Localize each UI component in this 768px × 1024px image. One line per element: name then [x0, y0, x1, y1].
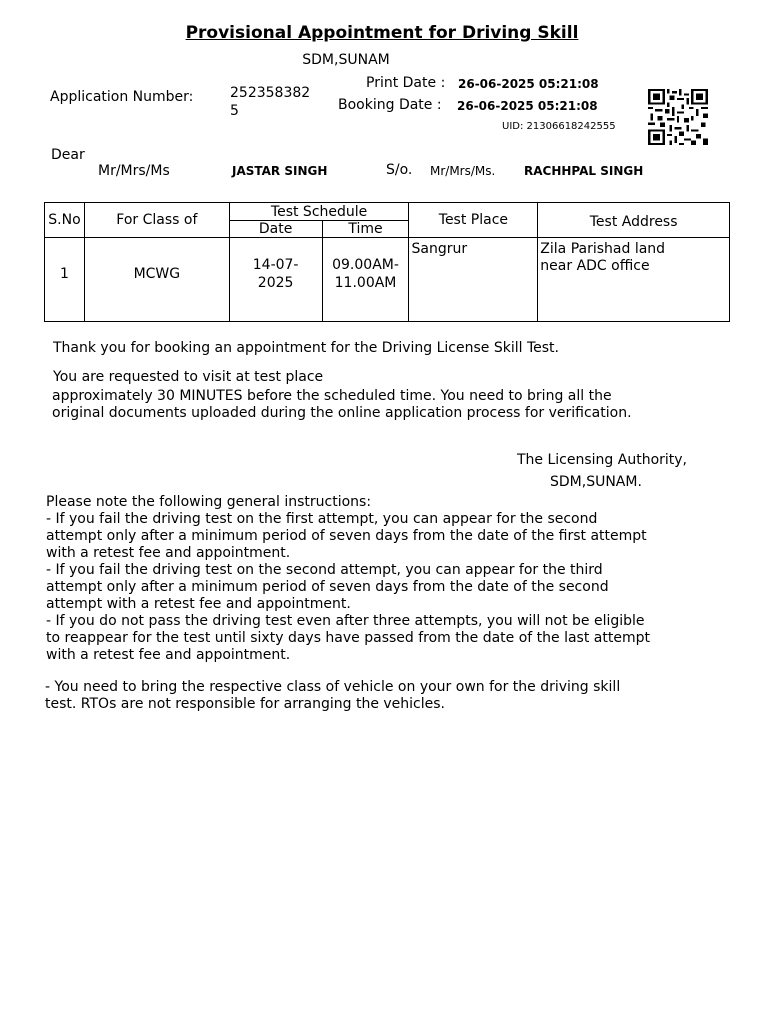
- cell-date: [229, 238, 322, 322]
- header-date: Date: [229, 221, 322, 238]
- cell-sno: 1: [45, 238, 85, 322]
- test-schedule-table: [44, 202, 730, 322]
- instruction-1-line3: with a retest fee and appointment.: [46, 545, 291, 561]
- instruction-1-line1: - If you fail the driving test on the first attempt, you can appear for the second: [46, 511, 598, 527]
- cell-date-line2: 2025: [257, 274, 294, 291]
- authority-line2: SDM,SUNAM.: [550, 474, 642, 490]
- applicant-salutation: Mr/Mrs/Ms: [98, 163, 170, 179]
- page-title: Provisional Appointment for Driving Skill: [185, 23, 579, 43]
- cell-time-line2: 11.00AM: [334, 274, 397, 291]
- parent-salutation: Mr/Mrs/Ms.: [430, 164, 496, 178]
- cell-place: Sangrur: [409, 238, 538, 322]
- print-date-value: 26-06-2025 05:21:08: [458, 77, 599, 91]
- cell-address-line2: near ADC office: [540, 258, 650, 274]
- table-row: [45, 238, 730, 322]
- instruction-3-line1: - If you do not pass the driving test even after three attempts, you will not be eligible: [46, 613, 645, 629]
- cell-time-line1: 09.00AM-: [332, 256, 399, 273]
- cell-class: MCWG: [84, 238, 229, 322]
- qr-code-icon: [648, 89, 708, 145]
- application-number-label: Application Number:: [50, 89, 194, 105]
- booking-date-value: 26-06-2025 05:21:08: [457, 99, 598, 113]
- general-instructions: [46, 494, 746, 664]
- visit-line3: original documents uploaded during the online application process for verification.: [52, 405, 632, 421]
- applicant-name: JASTAR SINGH: [232, 164, 328, 178]
- application-number-line2: 5: [230, 103, 239, 119]
- instructions-heading: Please note the following general instructions:: [46, 494, 372, 510]
- vehicle-note-line1: - You need to bring the respective class of vehicle on your own for the driving skill: [45, 679, 621, 695]
- issuing-office: SDM,SUNAM: [302, 52, 390, 68]
- header-sno: S.No: [45, 203, 85, 238]
- header-time: Time: [322, 221, 409, 238]
- visit-line2: approximately 30 MINUTES before the scheduled time. You need to bring all the: [52, 388, 612, 404]
- vehicle-note: [45, 679, 745, 713]
- instruction-2-line3: attempt with a retest fee and appointment.: [46, 596, 351, 612]
- thanks-text: Thank you for booking an appointment for the Driving License Skill Test.: [53, 340, 559, 356]
- header-place: Test Place: [409, 203, 538, 238]
- header-schedule: Test Schedule: [229, 203, 409, 221]
- booking-date-label: Booking Date :: [338, 97, 442, 113]
- cell-address: [538, 238, 730, 322]
- instruction-2-line2: attempt only after a minimum period of seven days from the date of the second: [46, 579, 609, 595]
- cell-address-line1: Zila Parishad land: [540, 241, 666, 257]
- parent-name: RACHHPAL SINGH: [524, 164, 644, 178]
- instruction-1-line2: attempt only after a minimum period of seven days from the date of the first attempt: [46, 528, 647, 544]
- instruction-2-line1: - If you fail the driving test on the second attempt, you can appear for the third: [46, 562, 603, 578]
- header-address: Test Address: [538, 203, 730, 238]
- authority-line1: The Licensing Authority,: [517, 452, 688, 468]
- greeting: Dear: [51, 147, 85, 163]
- uid-text: UID: 21306618242555: [502, 121, 616, 132]
- instruction-3-line3: with a retest fee and appointment.: [46, 647, 291, 663]
- cell-time: [322, 238, 409, 322]
- application-number-line1: 252358382: [230, 85, 311, 101]
- instruction-3-line2: to reappear for the test until sixty days have passed from the date of the last attempt: [46, 630, 650, 646]
- visit-line1: You are requested to visit at test place: [53, 369, 324, 385]
- print-date-label: Print Date :: [366, 75, 446, 91]
- relation-label: S/o.: [386, 162, 413, 178]
- cell-date-line1: 14-07-: [252, 256, 299, 273]
- vehicle-note-line2: test. RTOs are not responsible for arranging the vehicles.: [45, 696, 445, 712]
- header-class: For Class of: [84, 203, 229, 238]
